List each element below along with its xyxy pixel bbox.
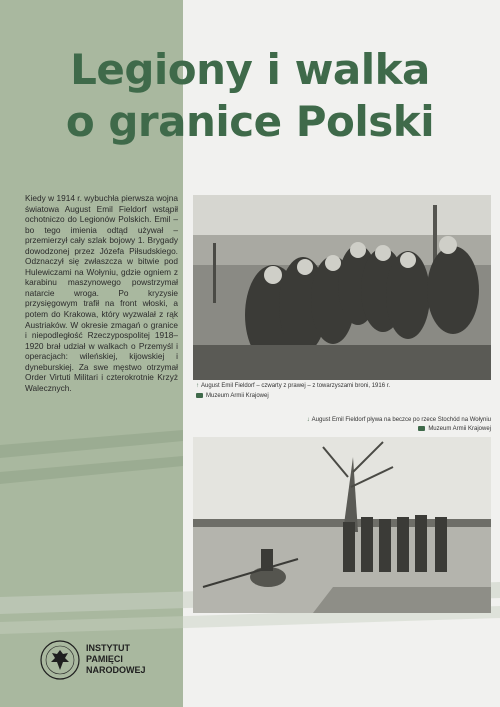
photo1-credit	[196, 393, 269, 399]
ipn-logo-text	[86, 643, 146, 676]
photo2-credit	[418, 426, 491, 432]
camera-icon	[196, 393, 203, 398]
photo-soldiers-group	[193, 195, 491, 380]
title-line-2: o granice Polski	[65, 97, 435, 146]
page-title	[0, 44, 500, 148]
photo1-caption	[196, 383, 390, 389]
photo2-credit-text: Muzeum Armii Krajowej	[428, 426, 491, 433]
title-line-1: Legiony i walka	[70, 45, 430, 94]
camera-icon	[418, 426, 425, 431]
photo2-caption	[307, 417, 491, 423]
logo-line-1: INSTYTUT	[86, 643, 130, 653]
photo2-caption-text: August Emil Fieldorf pływa na beczce po rzece Stochód na Wołyniu	[311, 417, 491, 423]
photo-river-barrel	[193, 437, 491, 613]
eagle-seal-icon	[40, 640, 80, 680]
arrow-up-icon: ↑	[196, 383, 199, 389]
photo1-caption-text: August Emil Fieldorf – czwarty z prawej – z towarzyszami broni, 1916 r.	[201, 383, 391, 389]
body-paragraph: Kiedy w 1914 r. wybuchła pierwsza wojna światowa August Emil Fieldorf wstąpił ochotniczo do Legionów Polskich. Emil – bo tego imienia odtąd używał – przemierzył cały szlak bojowy 1. Brygady dowodzonej przez Józefa Piłsudskiego. Odznaczył się zwłaszcza w bitwie pod Hulewiczami na Wołyniu, gdzie ogniem z karabinu maszynowego powstrzymał natarcie wroga. Po kryzysie przysięgowym trafił na front włoski, a potem do Krakowa, który wyzwalał z rąk Austriaków. W okresie zmagań o granice i niepodległość Rzeczypospolitej 1918–1920 brał udział w walkach o Przemyśl i operacjach: wileńskiej, kijowskiej i dyneburskiej. Za swe męstwo otrzymał Order Virtuti Militari i czterokrotnie Krzyż Walecznych.	[25, 193, 178, 393]
logo-line-3: NARODOWEJ	[86, 665, 146, 675]
logo-line-2: PAMIĘCI	[86, 654, 123, 664]
arrow-down-icon: ↓	[306, 417, 310, 423]
photo1-credit-text: Muzeum Armii Krajowej	[206, 393, 269, 400]
